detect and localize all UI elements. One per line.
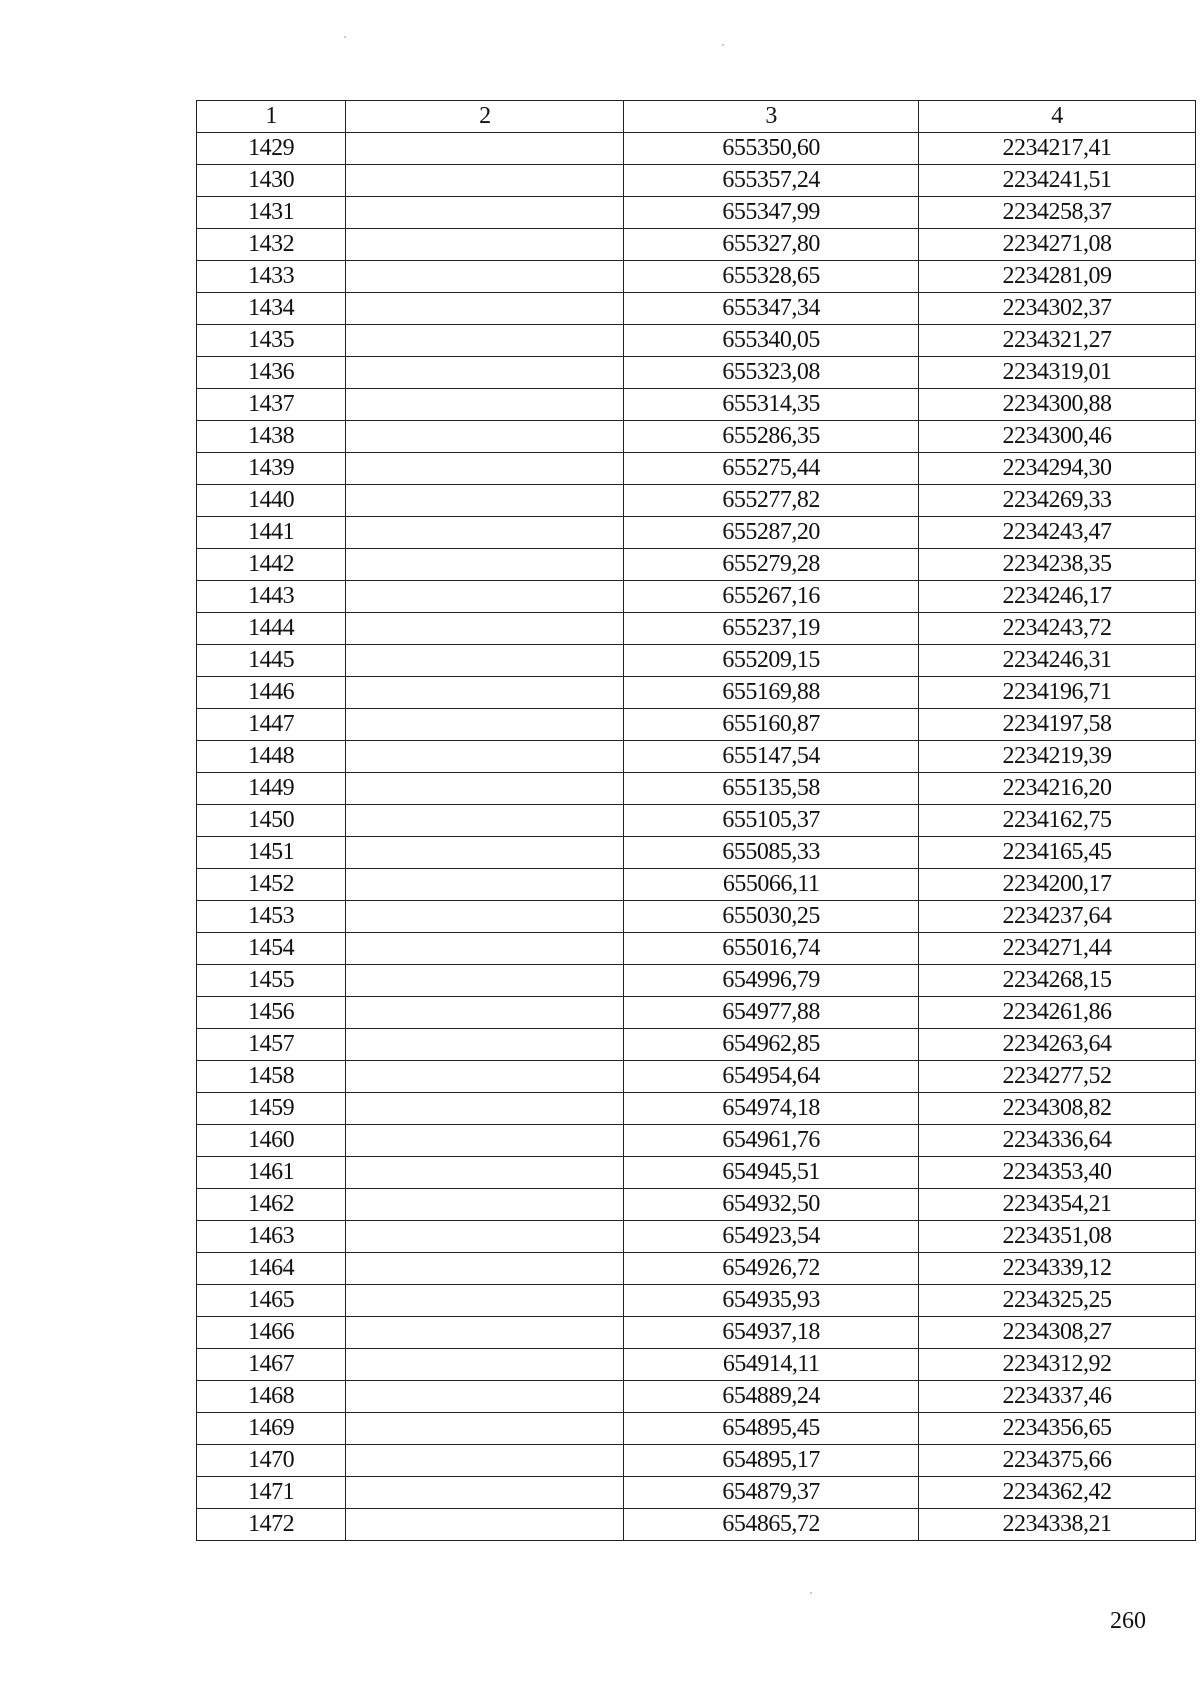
table-cell-col-3: 654961,76 <box>624 1125 919 1157</box>
table-row <box>197 581 1196 613</box>
table-cell-col-3: 655209,15 <box>624 645 919 677</box>
table-cell-col-2 <box>346 1029 624 1061</box>
table-row <box>197 165 1196 197</box>
table-cell-col-1: 1437 <box>197 389 346 421</box>
table-cell-col-2 <box>346 1093 624 1125</box>
table-row <box>197 1445 1196 1477</box>
table-cell-col-2 <box>346 549 624 581</box>
coordinates-table <box>196 100 1196 1541</box>
table-cell-col-1: 1466 <box>197 1317 346 1349</box>
table-header <box>197 101 1196 133</box>
table-cell-col-1: 1455 <box>197 965 346 997</box>
table-row <box>197 1125 1196 1157</box>
table-cell-col-1: 1461 <box>197 1157 346 1189</box>
table-cell-col-2 <box>346 1381 624 1413</box>
table-cell-col-3: 655066,11 <box>624 869 919 901</box>
table-row <box>197 293 1196 325</box>
table-cell-col-3: 655169,88 <box>624 677 919 709</box>
table-cell-col-1: 1445 <box>197 645 346 677</box>
table-cell-col-1: 1430 <box>197 165 346 197</box>
table-cell-col-2 <box>346 197 624 229</box>
table-cell-col-4: 2234165,45 <box>918 837 1195 869</box>
table-cell-col-4: 2234269,33 <box>918 485 1195 517</box>
table-cell-col-1: 1434 <box>197 293 346 325</box>
table-cell-col-2 <box>346 709 624 741</box>
table-cell-col-3: 655016,74 <box>624 933 919 965</box>
table-cell-col-4: 2234216,20 <box>918 773 1195 805</box>
table-cell-col-3: 655357,24 <box>624 165 919 197</box>
table-cell-col-4: 2234356,65 <box>918 1413 1195 1445</box>
table-cell-col-1: 1458 <box>197 1061 346 1093</box>
table-cell-col-2 <box>346 1189 624 1221</box>
table-cell-col-3: 654895,45 <box>624 1413 919 1445</box>
table-cell-col-4: 2234277,52 <box>918 1061 1195 1093</box>
table-row <box>197 1093 1196 1125</box>
table-cell-col-1: 1463 <box>197 1221 346 1253</box>
table-cell-col-2 <box>346 1445 624 1477</box>
table-cell-col-4: 2234319,01 <box>918 357 1195 389</box>
table-row <box>197 389 1196 421</box>
table-cell-col-1: 1454 <box>197 933 346 965</box>
table-cell-col-1: 1452 <box>197 869 346 901</box>
table-cell-col-1: 1471 <box>197 1477 346 1509</box>
table-cell-col-1: 1436 <box>197 357 346 389</box>
table-cell-col-3: 655105,37 <box>624 805 919 837</box>
table-cell-col-4: 2234321,27 <box>918 325 1195 357</box>
table-cell-col-4: 2234354,21 <box>918 1189 1195 1221</box>
table-cell-col-1: 1468 <box>197 1381 346 1413</box>
table-row <box>197 645 1196 677</box>
table-cell-col-2 <box>346 485 624 517</box>
table-row <box>197 261 1196 293</box>
table-cell-col-2 <box>346 1413 624 1445</box>
table-cell-col-3: 655135,58 <box>624 773 919 805</box>
table-cell-col-4: 2234308,82 <box>918 1093 1195 1125</box>
table-cell-col-3: 654926,72 <box>624 1253 919 1285</box>
table-cell-col-3: 654996,79 <box>624 965 919 997</box>
table-cell-col-3: 655347,34 <box>624 293 919 325</box>
table-cell-col-1: 1443 <box>197 581 346 613</box>
table-cell-col-2 <box>346 581 624 613</box>
table-cell-col-2 <box>346 1221 624 1253</box>
table-cell-col-2 <box>346 165 624 197</box>
table-cell-col-3: 655347,99 <box>624 197 919 229</box>
table-row <box>197 133 1196 165</box>
table-cell-col-2 <box>346 325 624 357</box>
table-row <box>197 677 1196 709</box>
table-cell-col-4: 2234351,08 <box>918 1221 1195 1253</box>
table-row <box>197 1413 1196 1445</box>
table-cell-col-2 <box>346 1349 624 1381</box>
table-cell-col-3: 655328,65 <box>624 261 919 293</box>
table-cell-col-3: 655286,35 <box>624 421 919 453</box>
table-cell-col-4: 2234238,35 <box>918 549 1195 581</box>
table-cell-col-3: 655340,05 <box>624 325 919 357</box>
table-row <box>197 485 1196 517</box>
table-cell-col-1: 1464 <box>197 1253 346 1285</box>
table-cell-col-1: 1440 <box>197 485 346 517</box>
table-row <box>197 1061 1196 1093</box>
table-row <box>197 741 1196 773</box>
table-cell-col-4: 2234200,17 <box>918 869 1195 901</box>
table-cell-col-2 <box>346 1285 624 1317</box>
table-row <box>197 517 1196 549</box>
table-cell-col-4: 2234308,27 <box>918 1317 1195 1349</box>
table-cell-col-3: 654895,17 <box>624 1445 919 1477</box>
table-cell-col-4: 2234258,37 <box>918 197 1195 229</box>
table-row <box>197 709 1196 741</box>
table-cell-col-1: 1467 <box>197 1349 346 1381</box>
table-cell-col-3: 655327,80 <box>624 229 919 261</box>
table-cell-col-4: 2234362,42 <box>918 1477 1195 1509</box>
table-cell-col-2 <box>346 229 624 261</box>
table-row <box>197 1221 1196 1253</box>
table-cell-col-4: 2234243,72 <box>918 613 1195 645</box>
table-cell-col-2 <box>346 965 624 997</box>
table-cell-col-2 <box>346 805 624 837</box>
table-cell-col-4: 2234246,31 <box>918 645 1195 677</box>
table-cell-col-4: 2234294,30 <box>918 453 1195 485</box>
header-row <box>197 101 1196 133</box>
table-cell-col-1: 1449 <box>197 773 346 805</box>
table-cell-col-3: 654935,93 <box>624 1285 919 1317</box>
table-cell-col-4: 2234243,47 <box>918 517 1195 549</box>
table-cell-col-1: 1457 <box>197 1029 346 1061</box>
table-cell-col-2 <box>346 1509 624 1541</box>
table-row <box>197 805 1196 837</box>
column-header-4: 4 <box>918 101 1195 133</box>
table-row <box>197 933 1196 965</box>
table-cell-col-3: 655350,60 <box>624 133 919 165</box>
table-cell-col-1: 1460 <box>197 1125 346 1157</box>
table-cell-col-2 <box>346 1477 624 1509</box>
table-cell-col-2 <box>346 357 624 389</box>
table-row <box>197 1253 1196 1285</box>
table-cell-col-3: 654879,37 <box>624 1477 919 1509</box>
table-cell-col-3: 655030,25 <box>624 901 919 933</box>
table-row <box>197 1157 1196 1189</box>
table-cell-col-1: 1444 <box>197 613 346 645</box>
table-cell-col-3: 655323,08 <box>624 357 919 389</box>
table-cell-col-2 <box>346 645 624 677</box>
table-cell-col-1: 1451 <box>197 837 346 869</box>
table-row <box>197 965 1196 997</box>
table-cell-col-2 <box>346 677 624 709</box>
table-row <box>197 229 1196 261</box>
table-cell-col-4: 2234302,37 <box>918 293 1195 325</box>
table-cell-col-2 <box>346 741 624 773</box>
scan-speck <box>722 44 724 46</box>
table-cell-col-3: 655267,16 <box>624 581 919 613</box>
scan-speck <box>810 1592 812 1594</box>
table-cell-col-4: 2234246,17 <box>918 581 1195 613</box>
table-cell-col-1: 1459 <box>197 1093 346 1125</box>
table-cell-col-2 <box>346 293 624 325</box>
table-cell-col-3: 654889,24 <box>624 1381 919 1413</box>
table-cell-col-3: 655160,87 <box>624 709 919 741</box>
table-cell-col-1: 1429 <box>197 133 346 165</box>
table-cell-col-3: 654977,88 <box>624 997 919 1029</box>
table-cell-col-4: 2234271,44 <box>918 933 1195 965</box>
table-cell-col-1: 1456 <box>197 997 346 1029</box>
table-cell-col-3: 654962,85 <box>624 1029 919 1061</box>
table-cell-col-4: 2234336,64 <box>918 1125 1195 1157</box>
table-cell-col-3: 655287,20 <box>624 517 919 549</box>
column-header-3: 3 <box>624 101 919 133</box>
table-cell-col-2 <box>346 613 624 645</box>
table-cell-col-3: 654865,72 <box>624 1509 919 1541</box>
table-cell-col-3: 655147,54 <box>624 741 919 773</box>
table-row <box>197 1317 1196 1349</box>
table-cell-col-3: 655277,82 <box>624 485 919 517</box>
table-cell-col-3: 655314,35 <box>624 389 919 421</box>
table-cell-col-2 <box>346 421 624 453</box>
table-cell-col-1: 1450 <box>197 805 346 837</box>
table-body <box>197 133 1196 1541</box>
page-number: 260 <box>1110 1608 1146 1634</box>
table-row <box>197 1477 1196 1509</box>
table-cell-col-2 <box>346 869 624 901</box>
column-header-1: 1 <box>197 101 346 133</box>
table-cell-col-3: 654937,18 <box>624 1317 919 1349</box>
table-cell-col-1: 1439 <box>197 453 346 485</box>
table-cell-col-1: 1441 <box>197 517 346 549</box>
table-row <box>197 1029 1196 1061</box>
table-cell-col-2 <box>346 837 624 869</box>
table-cell-col-4: 2234263,64 <box>918 1029 1195 1061</box>
table-cell-col-4: 2234325,25 <box>918 1285 1195 1317</box>
table-cell-col-4: 2234162,75 <box>918 805 1195 837</box>
table-cell-col-2 <box>346 1253 624 1285</box>
table-row <box>197 357 1196 389</box>
table-row <box>197 197 1196 229</box>
table-cell-col-2 <box>346 901 624 933</box>
table-cell-col-1: 1462 <box>197 1189 346 1221</box>
table-row <box>197 1189 1196 1221</box>
table-cell-col-1: 1433 <box>197 261 346 293</box>
table-cell-col-2 <box>346 1125 624 1157</box>
table-row <box>197 837 1196 869</box>
table-cell-col-4: 2234271,08 <box>918 229 1195 261</box>
table-cell-col-3: 654932,50 <box>624 1189 919 1221</box>
table-cell-col-4: 2234219,39 <box>918 741 1195 773</box>
table-cell-col-4: 2234197,58 <box>918 709 1195 741</box>
table-row <box>197 453 1196 485</box>
table-cell-col-3: 654945,51 <box>624 1157 919 1189</box>
table-cell-col-1: 1465 <box>197 1285 346 1317</box>
table-cell-col-3: 655275,44 <box>624 453 919 485</box>
table-cell-col-1: 1446 <box>197 677 346 709</box>
table-cell-col-4: 2234375,66 <box>918 1445 1195 1477</box>
table-row <box>197 1285 1196 1317</box>
table-row <box>197 869 1196 901</box>
table-cell-col-3: 654923,54 <box>624 1221 919 1253</box>
table-cell-col-2 <box>346 517 624 549</box>
column-header-2: 2 <box>346 101 624 133</box>
table-cell-col-4: 2234241,51 <box>918 165 1195 197</box>
table-row <box>197 773 1196 805</box>
table-cell-col-3: 654974,18 <box>624 1093 919 1125</box>
table-row <box>197 549 1196 581</box>
table-cell-col-4: 2234300,88 <box>918 389 1195 421</box>
table-cell-col-1: 1435 <box>197 325 346 357</box>
table-cell-col-1: 1438 <box>197 421 346 453</box>
table-row <box>197 325 1196 357</box>
table-cell-col-4: 2234237,64 <box>918 901 1195 933</box>
table-cell-col-3: 655237,19 <box>624 613 919 645</box>
table-cell-col-4: 2234217,41 <box>918 133 1195 165</box>
table-cell-col-2 <box>346 389 624 421</box>
table-cell-col-4: 2234268,15 <box>918 965 1195 997</box>
table-cell-col-2 <box>346 997 624 1029</box>
table-cell-col-1: 1431 <box>197 197 346 229</box>
table-cell-col-2 <box>346 773 624 805</box>
table-cell-col-2 <box>346 1317 624 1349</box>
table-cell-col-1: 1470 <box>197 1445 346 1477</box>
table-cell-col-1: 1447 <box>197 709 346 741</box>
table-row <box>197 1381 1196 1413</box>
table-cell-col-3: 655085,33 <box>624 837 919 869</box>
table-row <box>197 1349 1196 1381</box>
table-cell-col-2 <box>346 133 624 165</box>
table-cell-col-3: 655279,28 <box>624 549 919 581</box>
table-cell-col-1: 1448 <box>197 741 346 773</box>
table-cell-col-3: 654954,64 <box>624 1061 919 1093</box>
table-cell-col-1: 1432 <box>197 229 346 261</box>
table-row <box>197 613 1196 645</box>
table-cell-col-4: 2234196,71 <box>918 677 1195 709</box>
table-cell-col-4: 2234337,46 <box>918 1381 1195 1413</box>
table-cell-col-2 <box>346 933 624 965</box>
table-cell-col-1: 1453 <box>197 901 346 933</box>
table-cell-col-4: 2234261,86 <box>918 997 1195 1029</box>
table-row <box>197 901 1196 933</box>
table-cell-col-4: 2234339,12 <box>918 1253 1195 1285</box>
table-cell-col-2 <box>346 453 624 485</box>
table-cell-col-4: 2234338,21 <box>918 1509 1195 1541</box>
table-cell-col-4: 2234281,09 <box>918 261 1195 293</box>
table-cell-col-1: 1442 <box>197 549 346 581</box>
table-cell-col-2 <box>346 261 624 293</box>
table-row <box>197 997 1196 1029</box>
table-row <box>197 1509 1196 1541</box>
table-cell-col-2 <box>346 1061 624 1093</box>
table-cell-col-3: 654914,11 <box>624 1349 919 1381</box>
table-cell-col-2 <box>346 1157 624 1189</box>
table-cell-col-1: 1469 <box>197 1413 346 1445</box>
table-cell-col-4: 2234312,92 <box>918 1349 1195 1381</box>
table-cell-col-4: 2234353,40 <box>918 1157 1195 1189</box>
table-row <box>197 421 1196 453</box>
table-cell-col-1: 1472 <box>197 1509 346 1541</box>
table-cell-col-4: 2234300,46 <box>918 421 1195 453</box>
scan-speck <box>344 36 346 38</box>
